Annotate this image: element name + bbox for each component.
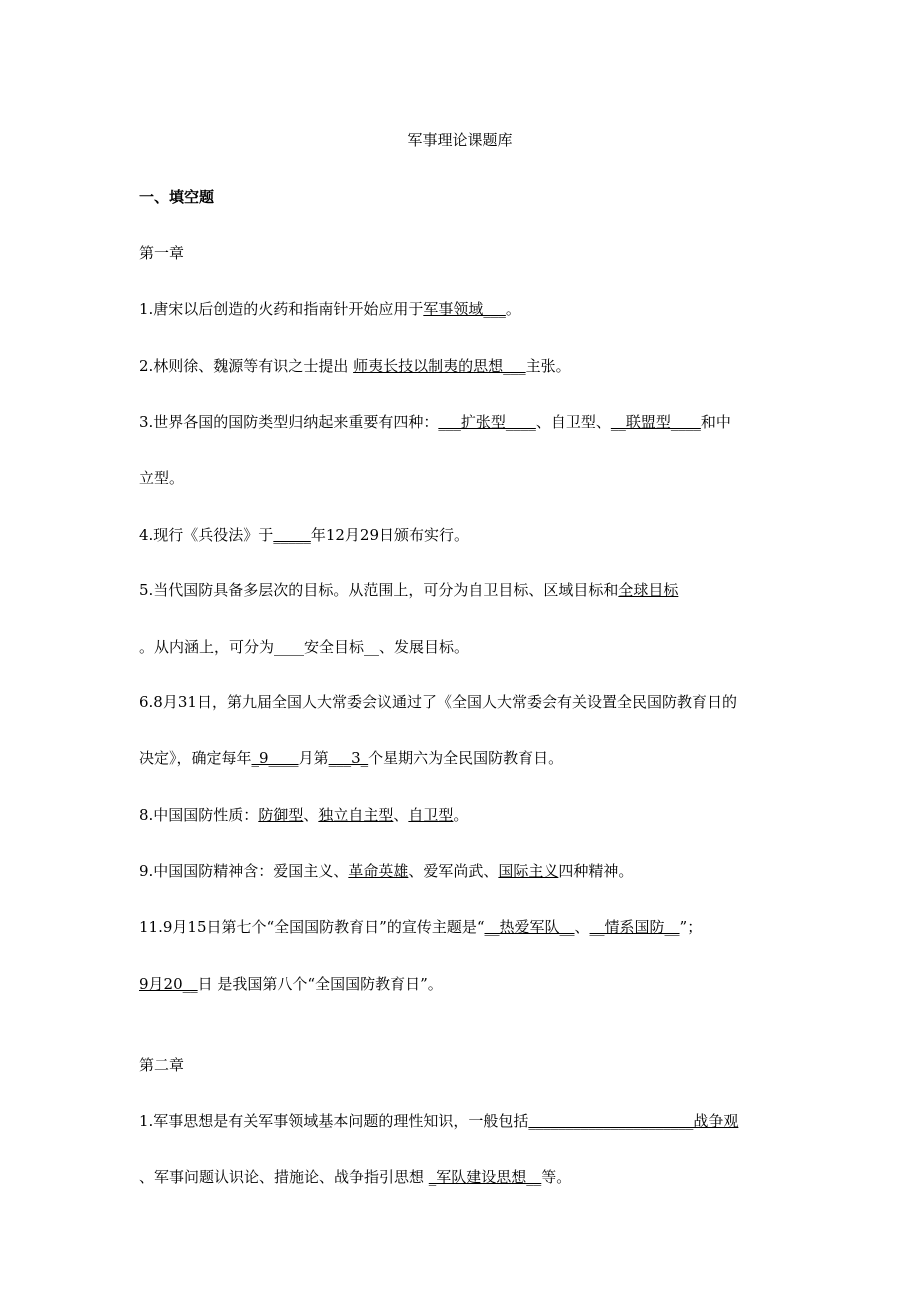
question-1-9 (139, 861, 633, 881)
question-text: 等。 (541, 1168, 572, 1186)
question-text: 四种精神。 (558, 862, 634, 880)
question-text: 个星期六为全民国防教育日。 (368, 749, 564, 767)
question-1-3 (139, 412, 731, 432)
question-text: ”； (679, 918, 703, 936)
question-text: 年12月29日颁布实行。 (310, 526, 469, 544)
answer-blank: ___3_ (328, 749, 369, 767)
question-text: 1.军事思想是有关军事领域基本问题的理性知识，一般包括 (139, 1112, 529, 1130)
answer-blank: __情系国防__ (589, 918, 680, 936)
chapter-2-heading: 第二章 (139, 1056, 185, 1074)
question-1-5-continued: 。从内涵上，可分为____安全目标__、发展目标。 (139, 638, 470, 656)
question-text: 主张。 (525, 357, 571, 375)
question-1-11-continued (139, 974, 443, 994)
question-text: 1.唐宋以后创造的火药和指南针开始应用于 (139, 300, 424, 318)
question-1-6: 6.8月31日，第九届全国人大常委会议通过了《全国人大常委会有关设置全民国防教育日的 (139, 693, 737, 711)
answer-blank: 全球目标 (618, 581, 679, 599)
question-1-8 (139, 805, 468, 825)
question-text: 、 (303, 806, 319, 824)
answer-blank: __联盟型____ (610, 413, 701, 431)
answer-blank: 防御型 (258, 806, 304, 824)
question-1-3-continued: 立型。 (139, 469, 185, 487)
chapter-1-heading: 第一章 (139, 244, 185, 262)
answer-blank: 国际主义 (498, 862, 559, 880)
question-1-11 (139, 917, 702, 937)
document-title: 军事理论课题库 (407, 131, 513, 149)
answer-blank: 9月20__ (139, 975, 198, 993)
question-text: 4.现行《兵役法》于 (139, 526, 274, 544)
question-text: 。 (505, 300, 521, 318)
section-heading-fill-blank: 一、填空题 (139, 188, 215, 206)
question-text: 。 (453, 806, 469, 824)
question-1-1 (139, 299, 521, 319)
answer-blank: 自卫型 (408, 806, 454, 824)
question-1-2 (139, 356, 571, 376)
answer-blank: 革命英雄 (348, 862, 409, 880)
answer-blank: ___扩张型____ (438, 413, 536, 431)
question-text: 决定》，确定每年 (139, 749, 252, 767)
question-text: 5.当代国防具备多层次的目标。从范围上，可分为自卫目标、区域目标和 (139, 581, 619, 599)
question-text: 、自卫型、 (535, 413, 611, 431)
answer-blank: _9____ (251, 749, 299, 767)
answer-blank: _____ (273, 526, 311, 544)
question-text: 和中 (700, 413, 731, 431)
question-text: 11.9月15日第七个“全国国防教育日”的宣传主题是“ (139, 918, 485, 936)
question-text: 8.中国国防性质： (139, 806, 259, 824)
question-1-5 (139, 580, 678, 600)
question-text: 、 (574, 918, 590, 936)
answer-blank: 独立自主型 (318, 806, 394, 824)
question-text: 、 (393, 806, 409, 824)
question-2-1-continued (139, 1167, 571, 1187)
question-text: 、军事问题认识论、措施论、战争指引思想 (139, 1168, 429, 1186)
question-text: 、爱军尚武、 (408, 862, 499, 880)
question-text: 9.中国国防精神含：爱国主义、 (139, 862, 349, 880)
question-1-6-continued (139, 748, 563, 768)
question-text: 月第 (298, 749, 329, 767)
answer-blank: 师夷长技以制夷的思想___ (353, 357, 526, 375)
question-text: 2.林则徐、魏源等有识之士提出 (139, 357, 354, 375)
question-text: 3.世界各国的国防类型归纳起来重要有四种： (139, 413, 439, 431)
answer-blank: 军事领域___ (423, 300, 506, 318)
question-2-1 (139, 1111, 738, 1131)
question-text: 日 是我国第八个“全国国防教育日”。 (197, 975, 443, 993)
answer-blank: ______________________战争观 (528, 1112, 739, 1130)
answer-blank: __热爱军队__ (484, 918, 575, 936)
answer-blank: _军队建设思想__ (428, 1168, 542, 1186)
question-1-4 (139, 525, 469, 545)
